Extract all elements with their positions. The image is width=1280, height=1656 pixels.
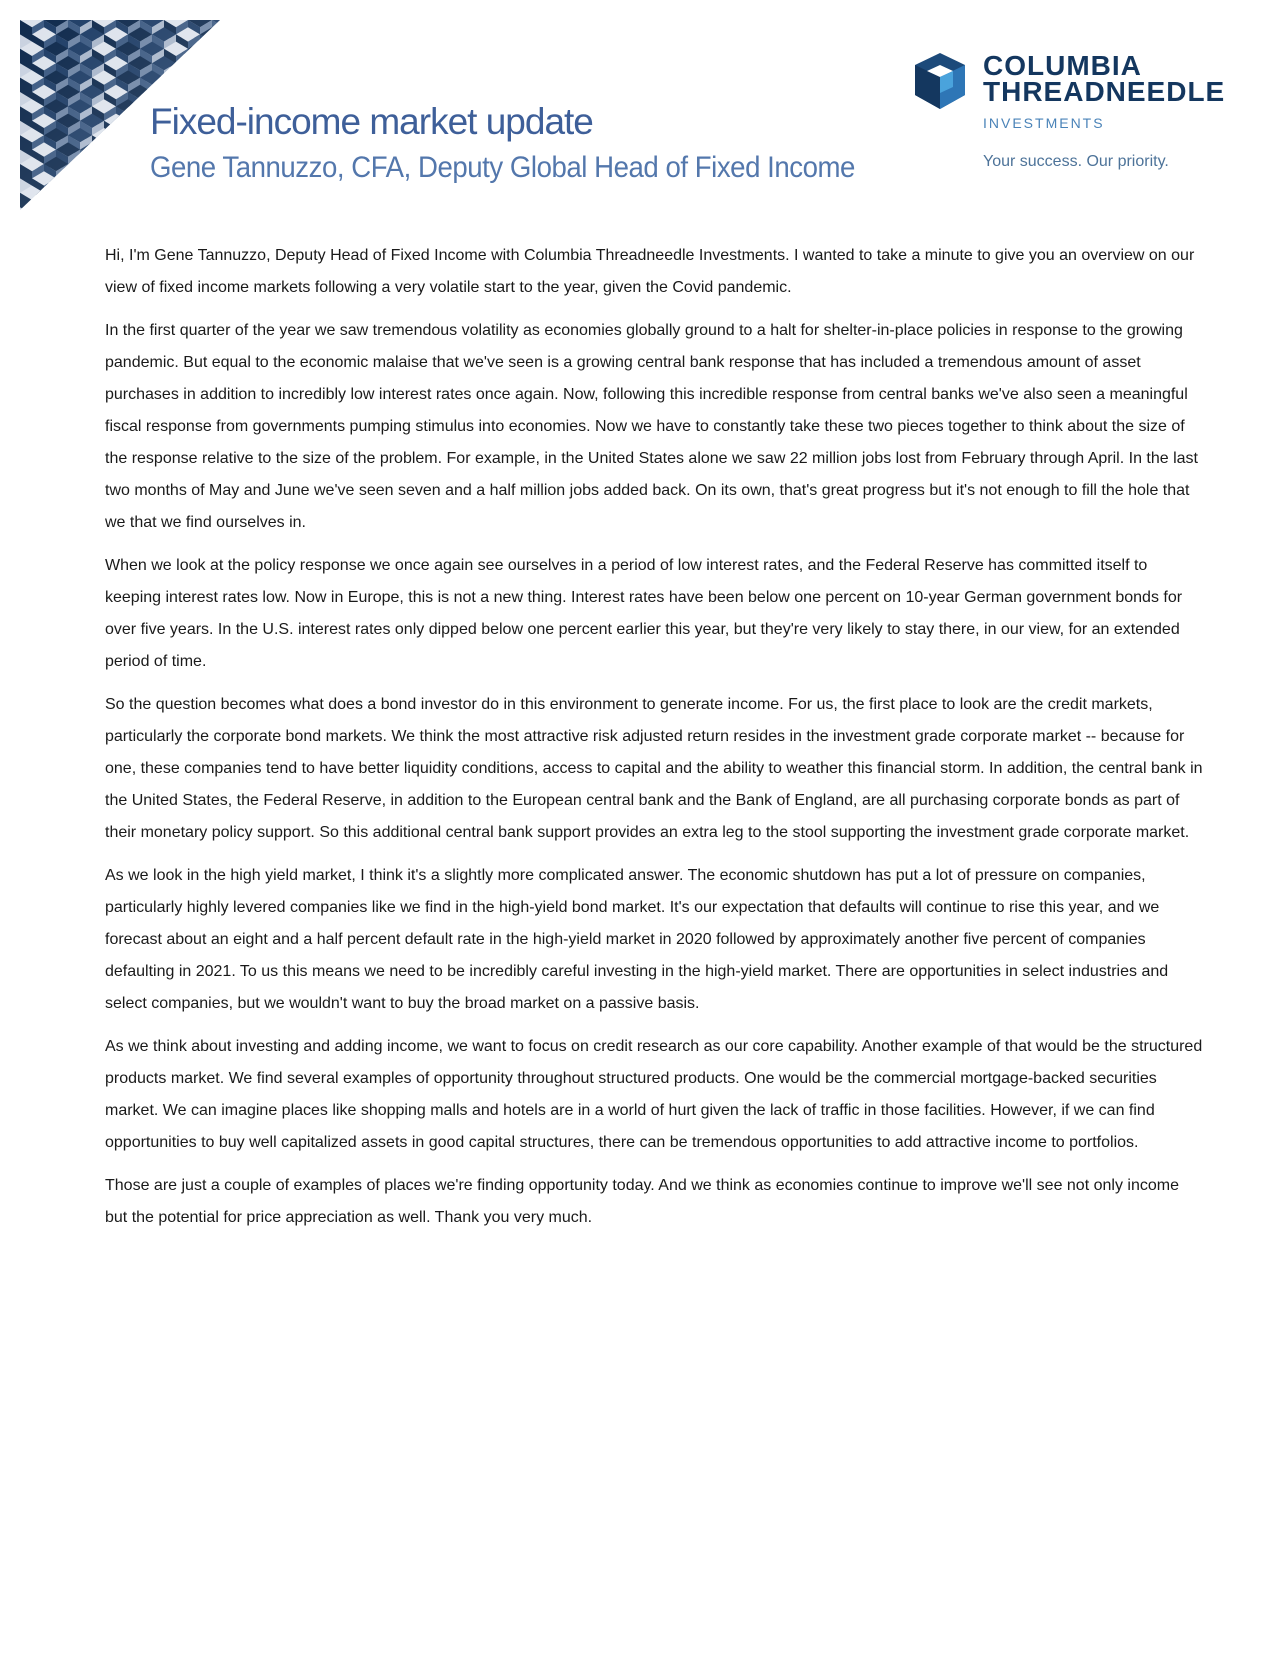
page-subtitle: Gene Tannuzzo, CFA, Deputy Global Head of Fixed Income <box>150 151 855 184</box>
paragraph: In the first quarter of the year we saw tremendous volatility as economies globally ground to a halt for shelter-in-place policies in response to the growing pandemic. But equal to the economic malaise that we've seen is a growing central bank response that has included a tremendous amount of asset purchases in addition to incredibly low interest rates once again. Now, following this incredible response from central banks we've also seen a meaningful fiscal response from governments pumping stimulus into economies. Now we have to constantly take these two pieces together to think about the size of the response relative to the size of the problem. For example, in the United States alone we saw 22 million jobs lost from February through April. In the last two months of May and June we've seen seven and a half million jobs added back. On its own, that's great progress but it's not enough to fill the hole that we that we find ourselves in. <box>105 322 1198 531</box>
paragraph: So the question becomes what does a bond investor do in this environment to generate income. For us, the first place to look are the credit markets, particularly the corporate bond markets. We think the most attractive risk adjusted return resides in the investment grade corporate market -- because for one, these companies tend to have better liquidity conditions, access to capital and the ability to weather this financial storm. In addition, the central bank in the United States, the Federal Reserve, in addition to the European central bank and the Bank of England, are all purchasing corporate bonds as part of their monetary policy support. So this additional central bank support provides an extra leg to the stool supporting the investment grade corporate market. <box>105 696 1203 841</box>
paragraph: Those are just a couple of examples of places we're finding opportunity today. And we think as economies continue to improve we'll see not only income but the potential for price appreciation as well. Thank you very much. <box>105 1177 1179 1226</box>
paragraph: Hi, I'm Gene Tannuzzo, Deputy Head of Fixed Income with Columbia Threadneedle Investments. I wanted to take a minute to give you an overview on our view of fixed income markets following a very volatile start to the year, given the Covid pandemic. <box>105 247 1195 296</box>
page-title: Fixed-income market update <box>150 101 593 142</box>
paragraph: As we look in the high yield market, I think it's a slightly more complicated answer. The economic shutdown has put a lot of pressure on companies, particularly highly levered companies like we find in the high-yield bond market. It's our expectation that defaults will continue to rise this year, and we forecast about an eight and a half percent default rate in the high-yield market in 2020 followed by approximately another five percent of companies defaulting in 2021. To us this means we need to be incredibly careful investing in the high-yield market. There are opportunities in select industries and select companies, but we wouldn't want to buy the broad market on a passive basis. <box>105 867 1169 1012</box>
logo-subtitle: INVESTMENTS <box>983 115 1105 131</box>
columbia-threadneedle-logo-icon <box>905 47 975 117</box>
logo-name-line2: THREADNEEDLE <box>983 76 1226 107</box>
logo-name-line1: COLUMBIA <box>983 50 1142 81</box>
paragraph: As we think about investing and adding income, we want to focus on credit research as our core capability. Another example of that would be the structured products market. We find several examples of opportunity throughout structured products. One would be the commercial mortgage-backed securities market. We can imagine places like shopping malls and hotels are in a world of hurt given the lack of traffic in those facilities. However, if we can find opportunities to buy well capitalized assets in good capital structures, there can be tremendous opportunities to add attractive income to portfolios. <box>105 1038 1203 1151</box>
title-block <box>150 100 916 188</box>
tagline: Your success. Our priority. <box>983 153 1169 170</box>
article-body <box>105 240 1205 1245</box>
logo-name <box>983 50 1226 107</box>
company-logo <box>905 45 1245 180</box>
paragraph: When we look at the policy response we once again see ourselves in a period of low interest rates, and the Federal Reserve has committed itself to keeping interest rates low. Now in Europe, this is not a new thing. Interest rates have been below one percent on 10-year German government bonds for over five years. In the U.S. interest rates only dipped below one percent earlier this year, but they're very likely to stay there, in our view, for an extended period of time. <box>105 557 1183 670</box>
